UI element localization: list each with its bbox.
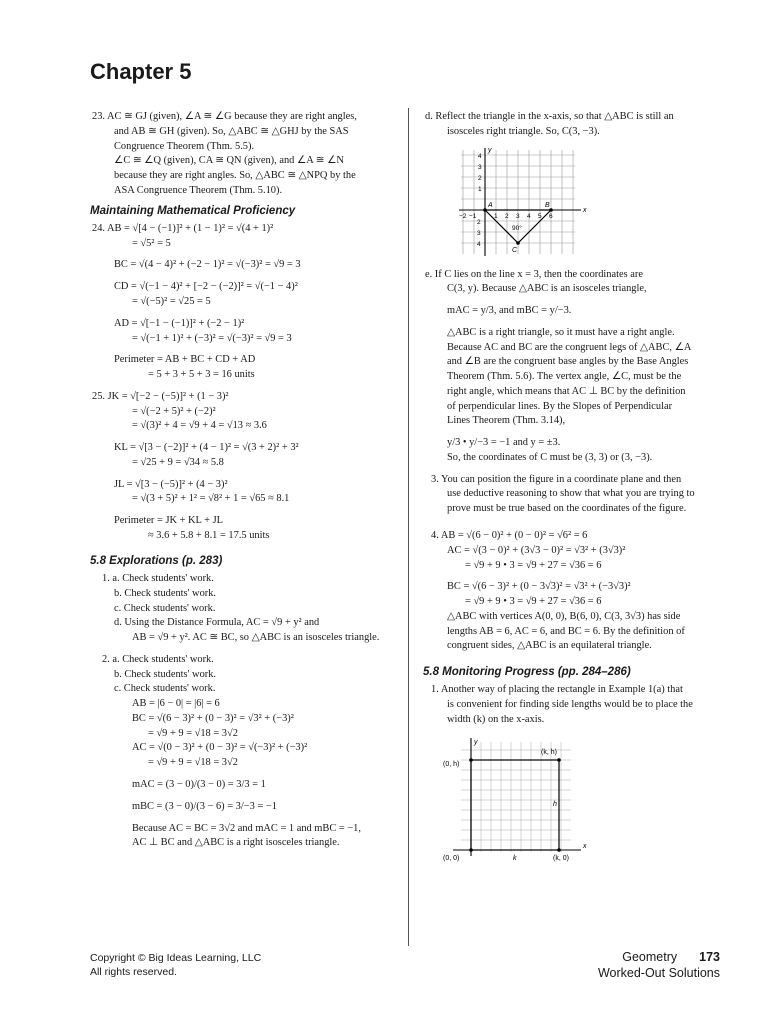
footer-book-info bbox=[598, 950, 720, 981]
problem-4 bbox=[425, 529, 718, 654]
p3-line: use deductive reasoning to show that what you are trying to bbox=[447, 488, 695, 500]
ex1-line: AB = √9 + y². AC ≅ BC, so △ABC is an isosceles triangle. bbox=[132, 632, 380, 644]
ex2-line: Because AC = BC = 3√2 and mAC = 1 and mBC = −1, bbox=[132, 822, 361, 834]
ex2-line: BC = √(6 − 3)² + (0 − 3)² = √3² + (−3)² bbox=[132, 712, 294, 724]
graph1-x-label: x bbox=[583, 206, 587, 214]
p25-line: JL = √[3 − (−5)]² + (4 − 3)² bbox=[114, 478, 228, 490]
p4-line: △ABC with vertices A(0, 0), B(6, 0), C(3, 3√3) has side bbox=[447, 610, 681, 622]
p4-line: 4. AB = √(6 − 0)² + (0 − 0)² = √6² = 6 bbox=[431, 530, 588, 542]
p23-line: 23. AC ≅ GJ (given), ∠A ≅ ∠G because they are right angles, bbox=[92, 111, 357, 122]
svg-text:4: 4 bbox=[477, 240, 481, 248]
mp1-line: is convenient for finding side lengths would be to place the bbox=[447, 699, 693, 711]
pe-line: right angle, which means that AC ⊥ BC by the definition bbox=[447, 385, 686, 397]
pe-line: Theorem (Thm. 5.6). The vertex angle, ∠C, must be the bbox=[447, 371, 682, 383]
pe-line: y/3 • y/−3 = −1 and y = ±3. bbox=[447, 437, 561, 449]
chapter-title: Chapter 5 bbox=[90, 59, 192, 84]
pe-line: △ABC is a right triangle, so it must have a right angle. bbox=[447, 326, 675, 338]
problem-3 bbox=[425, 473, 718, 517]
p3-line: prove must be true based on the coordinates of the figure. bbox=[447, 503, 687, 515]
p25-line: = √(−2 + 5)² + (−2)² bbox=[132, 405, 216, 417]
p24-line: = 5 + 3 + 5 + 3 = 16 units bbox=[148, 369, 255, 381]
p23-line: and AB ≅ GH (given). So, △ABC ≅ △GHJ by the SAS bbox=[114, 125, 349, 137]
p25-line: = √25 + 9 = √34 ≈ 5.8 bbox=[132, 456, 224, 468]
section-heading-maintaining: Maintaining Mathematical Proficiency bbox=[90, 204, 296, 217]
svg-text:3: 3 bbox=[516, 212, 520, 220]
p4-line: = √9 + 9 • 3 = √9 + 27 = √36 = 6 bbox=[465, 596, 602, 608]
mp1-line: width (k) on the x-axis. bbox=[447, 714, 545, 725]
graph2-y-label: y bbox=[474, 738, 478, 746]
point-b-label: B bbox=[545, 201, 550, 209]
pe-line: e. If C lies on the line x = 3, then the coordinates are bbox=[425, 268, 643, 280]
svg-text:2: 2 bbox=[478, 174, 482, 182]
p24-line: = √5² = 5 bbox=[132, 237, 171, 249]
svg-text:1: 1 bbox=[494, 212, 498, 220]
svg-text:1: 1 bbox=[478, 185, 482, 193]
p4-line: congruent sides, △ABC is an equilateral triangle. bbox=[447, 640, 652, 652]
svg-text:4: 4 bbox=[527, 212, 531, 220]
p24-line: 24. AB = √[4 − (−1)]² + (1 − 1)² = √(4 + 1)² bbox=[92, 222, 274, 234]
p25-line: = √(3)² + 4 = √9 + 4 = √13 ≈ 3.6 bbox=[132, 420, 267, 432]
p25-line: = √(3 + 5)² + 1² = √8² + 1 = √65 ≈ 8.1 bbox=[132, 493, 290, 505]
p4-line: lengths AB = 6, AC = 6, and BC = 6. By the definition of bbox=[447, 625, 685, 637]
ex1-line: c. Check students' work. bbox=[114, 602, 216, 614]
problem-25 bbox=[92, 390, 397, 544]
ex1-line: b. Check students' work. bbox=[114, 587, 217, 599]
ex2-line: = √9 + 9 = √18 = 3√2 bbox=[148, 727, 238, 739]
point-a-label: A bbox=[488, 201, 493, 209]
ex2-line: mAC = (3 − 0)/(3 − 0) = 3/3 = 1 bbox=[132, 778, 266, 790]
exploration-1 bbox=[92, 572, 397, 646]
angle-label: 90° bbox=[512, 224, 522, 232]
book-title: Geometry bbox=[622, 950, 678, 964]
column-divider bbox=[408, 108, 409, 946]
pe-line: mAC = y/3, and mBC = y/−3. bbox=[447, 305, 572, 317]
ex2-line: AC = √(0 − 3)² + (0 − 3)² = √(−3)² + (−3)² bbox=[132, 742, 308, 754]
p25-line: KL = √[3 − (−2)]² + (4 − 1)² = √(3 + 2)² + 3² bbox=[114, 442, 299, 454]
p25-line: Perimeter = JK + KL + JL bbox=[114, 515, 223, 527]
section-heading-explorations: 5.8 Explorations (p. 283) bbox=[90, 554, 223, 567]
point-c-label: C bbox=[512, 246, 518, 254]
monitoring-1 bbox=[425, 683, 718, 727]
graph1-y-label: y bbox=[488, 146, 492, 154]
problem-d bbox=[425, 110, 718, 140]
pe-line: Lines Theorem (Thm. 3.14), bbox=[447, 415, 566, 427]
p24-line: = √(−5)² = √25 = 5 bbox=[132, 295, 211, 307]
graph2-x-label: x bbox=[583, 842, 587, 850]
ex2-line: = √9 + 9 = √18 = 3√2 bbox=[148, 757, 238, 769]
label-k-h: (k, h) bbox=[541, 748, 557, 756]
coordinate-graph-reflection bbox=[457, 146, 587, 258]
p25-line: ≈ 3.6 + 5.8 + 8.1 = 17.5 units bbox=[148, 529, 270, 541]
p24-line: AD = √[−1 − (−1)]² + (−2 − 1)² bbox=[114, 317, 245, 329]
svg-text:4: 4 bbox=[478, 152, 482, 160]
p24-line: = √(−1 + 1)² + (−3)² = √(−3)² = √9 = 3 bbox=[132, 332, 292, 344]
p4-line: BC = √(6 − 3)² + (0 − 3√3)² = √3² + (−3√3)² bbox=[447, 581, 631, 593]
label-0-h: (0, h) bbox=[443, 760, 460, 768]
p23-line: ∠C ≅ ∠Q (given), CA ≅ QN (given), and ∠A ≅ ∠N bbox=[114, 155, 344, 167]
svg-text:2: 2 bbox=[505, 212, 509, 220]
svg-text:3: 3 bbox=[477, 229, 481, 237]
coordinate-graph-rectangle bbox=[441, 736, 591, 864]
p24-line: CD = √(−1 − 4)² + [−2 − (−2)]² = √(−1 − 4)² bbox=[114, 281, 298, 293]
ex1-line: d. Using the Distance Formula, AC = √9 + y² and bbox=[114, 617, 320, 629]
book-subtitle: Worked-Out Solutions bbox=[597, 965, 720, 980]
label-k-0: (k, 0) bbox=[553, 854, 569, 862]
svg-text:3: 3 bbox=[478, 163, 482, 171]
p23-line: because they are right angles. So, △ABC ≅ △NPQ by the bbox=[114, 170, 356, 182]
pe-line: and ∠B are the congruent base angles by the Base Angles bbox=[447, 356, 689, 368]
ex2-line: AB = |6 − 0| = |6| = 6 bbox=[132, 698, 220, 710]
p25-line: 25. JK = √[−2 − (−5)]² + (1 − 3)² bbox=[92, 390, 229, 402]
label-k: k bbox=[513, 854, 517, 862]
ex1-line: 1. a. Check students' work. bbox=[102, 573, 214, 585]
ex2-line: AC ⊥ BC and △ABC is a right isosceles triangle. bbox=[132, 837, 340, 849]
page-number: 173 bbox=[699, 950, 720, 964]
svg-text:6: 6 bbox=[549, 212, 553, 220]
footer-copyright bbox=[90, 952, 261, 979]
left-column bbox=[92, 110, 397, 851]
problem-e bbox=[425, 268, 718, 466]
p23-line: ASA Congruence Theorem (Thm. 5.10). bbox=[114, 184, 283, 196]
copyright-text: Copyright © Big Ideas Learning, LLC bbox=[90, 952, 262, 964]
svg-text:2: 2 bbox=[477, 218, 481, 226]
label-h: h bbox=[553, 800, 557, 808]
p4-line: = √9 + 9 • 3 = √9 + 27 = √36 = 6 bbox=[465, 559, 602, 571]
problem-23 bbox=[92, 110, 397, 199]
svg-text:−2: −2 bbox=[459, 212, 467, 220]
ex2-line: 2. a. Check students' work. bbox=[102, 653, 214, 665]
exploration-2 bbox=[92, 653, 397, 851]
p4-line: AC = √(3 − 0)² + (3√3 − 0)² = √3² + (3√3)² bbox=[447, 544, 626, 556]
ex2-line: c. Check students' work. bbox=[114, 683, 216, 695]
pd-line: d. Reflect the triangle in the x-axis, so that △ABC is still an bbox=[425, 111, 674, 122]
svg-text:5: 5 bbox=[538, 212, 542, 220]
pe-line: of perpendicular lines. By the Slopes of Perpendicular bbox=[447, 400, 673, 412]
label-0-0: (0, 0) bbox=[443, 854, 460, 862]
pe-line: C(3, y). Because △ABC is an isosceles triangle, bbox=[447, 283, 647, 295]
p24-line: BC = √(4 − 4)² + (−2 − 1)² = √(−3)² = √9 = 3 bbox=[114, 259, 301, 271]
right-column bbox=[425, 110, 718, 864]
p3-line: 3. You can position the figure in a coordinate plane and then bbox=[431, 473, 682, 485]
p24-line: Perimeter = AB + BC + CD + AD bbox=[114, 354, 256, 366]
p23-line: Congruence Theorem (Thm. 5.5). bbox=[114, 140, 255, 152]
pe-line: Because AC and BC are the congruent legs of △ABC, ∠A bbox=[447, 341, 692, 353]
ex2-line: b. Check students' work. bbox=[114, 668, 217, 680]
mp1-line: 1. Another way of placing the rectangle in Example 1(a) that bbox=[431, 684, 683, 696]
rights-text: All rights reserved. bbox=[90, 965, 177, 978]
section-heading-monitoring: 5.8 Monitoring Progress (pp. 284–286) bbox=[423, 666, 631, 679]
ex2-line: mBC = (3 − 0)/(3 − 6) = 3/−3 = −1 bbox=[132, 800, 277, 812]
pd-line: isosceles right triangle. So, C(3, −3). bbox=[447, 125, 600, 137]
pe-line: So, the coordinates of C must be (3, 3) or (3, −3). bbox=[447, 451, 653, 463]
svg-text:−1: −1 bbox=[469, 212, 477, 220]
problem-24 bbox=[92, 222, 397, 383]
